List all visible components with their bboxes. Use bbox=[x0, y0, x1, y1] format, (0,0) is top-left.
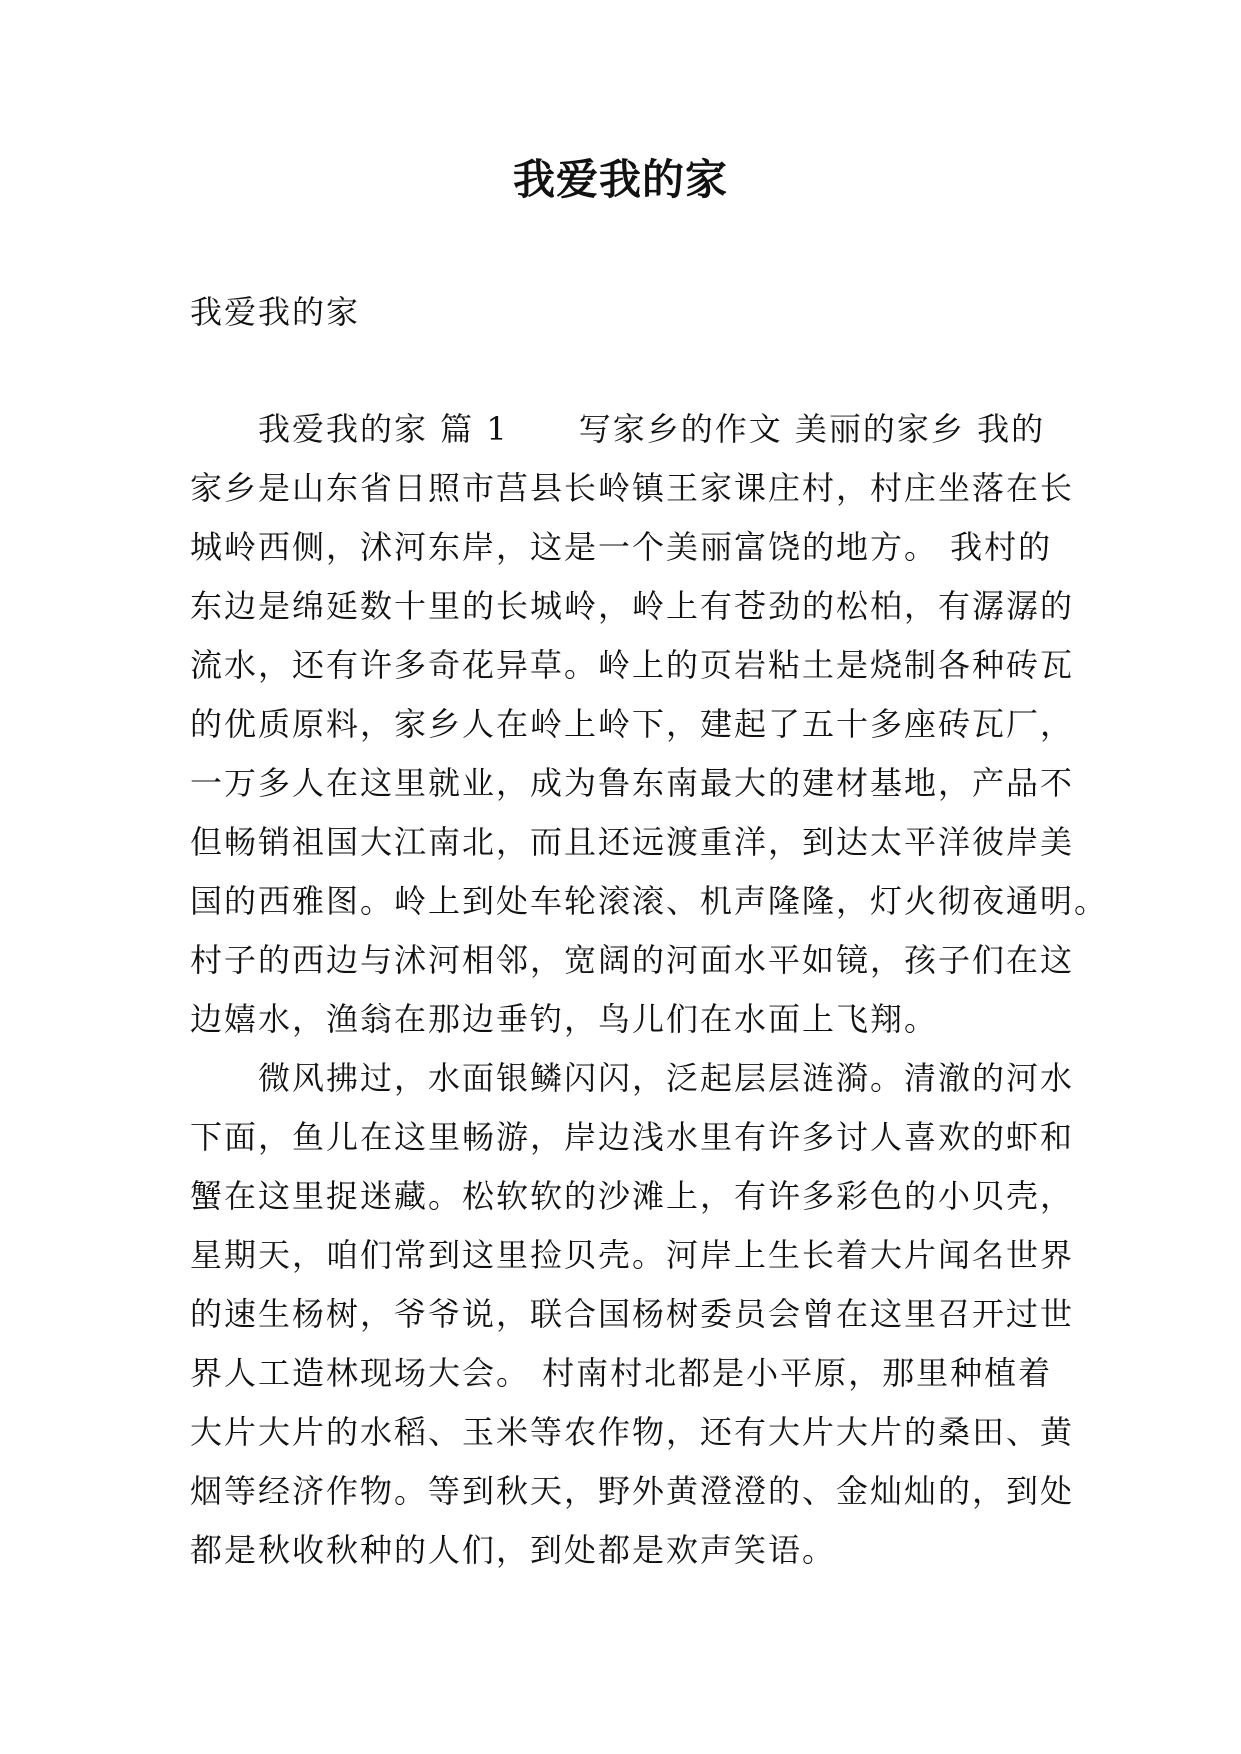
paragraph-2-line-2: 下面，鱼儿在这里畅游，岸边浅水里有许多讨人喜欢的虾和 bbox=[190, 1118, 1075, 1156]
paragraph-1-line-1 bbox=[190, 400, 1070, 459]
paragraph-2-line-8: 烟等经济作物。等到秋天，野外黄澄澄的、金灿灿的，到处 bbox=[190, 1472, 1075, 1510]
paragraph-1-line-5: 流水，还有许多奇花异草。岭上的页岩粘土是烧制各种砖瓦 bbox=[190, 646, 1075, 684]
paragraph-1-line-2: 家乡是山东省日照市莒县长岭镇王家课庄村，村庄坐落在长 bbox=[190, 469, 1075, 507]
paragraph-1-line-1-text: 写家乡的作文 美丽的家乡 我的 bbox=[578, 410, 1046, 448]
paragraph-2-line-9: 都是秋收秋种的人们，到处都是欢声笑语。 bbox=[190, 1531, 837, 1569]
paragraph-2-line-4: 星期天，咱们常到这里捡贝壳。河岸上生长着大片闻名世界 bbox=[190, 1236, 1075, 1274]
paragraph-1-line-10: 村子的西边与沭河相邻，宽阔的河面水平如镜，孩子们在这 bbox=[190, 941, 1075, 979]
paragraph-1-line-11: 边嬉水，渔翁在那边垂钓，鸟儿们在水面上飞翔。 bbox=[190, 1000, 939, 1038]
document-body bbox=[190, 400, 1109, 1580]
paragraph-2-line-7: 大片大片的水稻、玉米等农作物，还有大片大片的桑田、黄 bbox=[190, 1413, 1075, 1451]
paragraph-1-line-9: 国的西雅图。岭上到处车轮滚滚、机声隆隆，灯火彻夜通明。 bbox=[190, 882, 1109, 920]
paragraph-2-line-3: 蟹在这里捉迷藏。松软软的沙滩上，有许多彩色的小贝壳， bbox=[190, 1177, 1075, 1215]
paragraph-1-line-7: 一万多人在这里就业，成为鲁东南最大的建材基地，产品不 bbox=[190, 764, 1075, 802]
paragraph-1-heading: 我爱我的家 篇 1 bbox=[258, 410, 509, 448]
paragraph-1-line-3: 城岭西侧，沭河东岸，这是一个美丽富饶的地方。 我村的 bbox=[190, 528, 1053, 566]
paragraph-2-line-1: 微风拂过，水面银鳞闪闪，泛起层层涟漪。清澈的河水 bbox=[258, 1059, 1075, 1097]
paragraph-2-line-6: 界人工造林现场大会。 村南村北都是小平原，那里种植着 bbox=[190, 1354, 1053, 1392]
paragraph-1-line-6: 的优质原料，家乡人在岭上岭下，建起了五十多座砖瓦厂， bbox=[190, 705, 1075, 743]
paragraph-1-line-4: 东边是绵延数十里的长城岭，岭上有苍劲的松柏，有潺潺的 bbox=[190, 587, 1075, 625]
document-title: 我爱我的家 bbox=[512, 155, 728, 204]
document-subtitle: 我爱我的家 bbox=[190, 293, 361, 331]
paragraph-2-line-5: 的速生杨树，爷爷说，联合国杨树委员会曾在这里召开过世 bbox=[190, 1295, 1075, 1333]
paragraph-1-line-8: 但畅销祖国大江南北，而且还远渡重洋，到达太平洋彼岸美 bbox=[190, 823, 1075, 861]
